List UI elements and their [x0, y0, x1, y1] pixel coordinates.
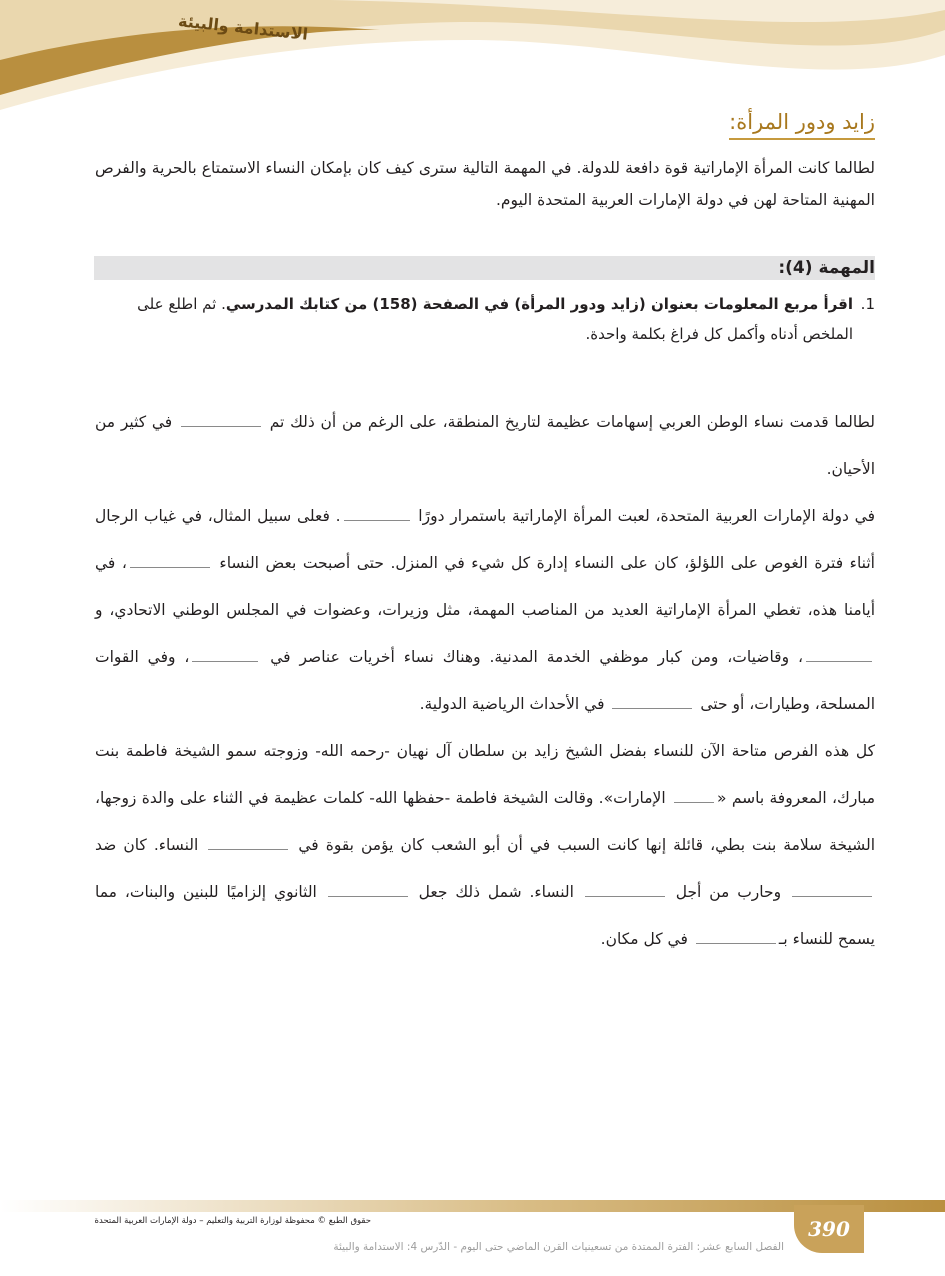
fill-in-passage: [95, 399, 875, 963]
blank-field[interactable]: [344, 506, 410, 521]
page-number-tab: [794, 1205, 864, 1253]
header-decoration: [0, 0, 945, 120]
blank-field[interactable]: [696, 929, 776, 944]
task-header-bar: [94, 256, 875, 280]
blank-field[interactable]: [328, 882, 408, 897]
running-footer: الفصل السابع عشر: الفترة الممتدة من تسعينيات القرن الماضي حتى اليوم - الدّرس 4: الاستدامة والبيئة: [333, 1241, 784, 1253]
instruction-number: 1.: [860, 295, 875, 313]
passage-text: ، في أيامنا هذه، تغطي المرأة الإماراتية العديد من المناصب المهمة، مثل وزيرات، وعضوات في المجلس الوطني الاتحادي، و: [95, 554, 875, 619]
blank-field[interactable]: [806, 647, 872, 662]
blank-field[interactable]: [792, 882, 872, 897]
passage-text: النساء. شمل ذلك جعل: [418, 883, 574, 901]
passage-text: كل هذه الفرص متاحة الآن للنساء بفضل الشيخ زايد بن سلطان آل نهيان -رحمه الله- وزوجته سمو الشيخة فاطمة بنت مبارك، المعروفة باسم «: [95, 742, 876, 807]
passage-text: النساء. كان ضد: [95, 836, 199, 854]
passage-text: ، وفي القوات المسلحة، وطيارات، أو حتى: [95, 648, 875, 713]
blank-field[interactable]: [612, 694, 692, 709]
passage-text: في كل مكان.: [600, 930, 688, 948]
instruction-bold: اقرأ مربع المعلومات بعنوان (زايد ودور المرأة) في الصفحة (158) من كتابك المدرسي: [225, 295, 853, 313]
passage-text: ، وقاضيات، ومن كبار موظفي الخدمة المدنية. وهناك نساء أخريات عناصر في: [270, 648, 803, 666]
blank-field[interactable]: [181, 412, 261, 427]
blank-field[interactable]: [192, 647, 258, 662]
intro-paragraph: لطالما كانت المرأة الإماراتية قوة دافعة للدولة. في المهمة التالية سترى كيف كان بإمكان النساء الاستمتاع بالحرية والفرص المهنية المتاحة لهن في دولة الإمارات العربية المتحدة اليوم.: [95, 159, 875, 209]
passage-text: في دولة الإمارات العربية المتحدة، لعبت المرأة الإماراتية باستمرار دورًا: [418, 507, 875, 525]
passage-text: . فعلى سبيل المثال، في غياب الرجال أثناء فترة الغوص على اللؤلؤ، كان على النساء إدارة كل شيء في المنزل. حتى أصبحت بعض النساء: [95, 507, 875, 572]
passage-text: الثانوي إلزاميًا للبنين والبنات، مما يسمح للنساء بـ: [95, 883, 875, 948]
task-title: المهمة (4):: [778, 258, 875, 278]
blank-field[interactable]: [130, 553, 210, 568]
blank-field[interactable]: [208, 835, 288, 850]
instruction-rest: . ثم اطلع على الملخص أدناه وأكمل كل فراغ بكلمة واحدة.: [137, 295, 853, 343]
passage-text: في الأحداث الرياضية الدولية.: [419, 695, 605, 713]
unit-title: الاستدامة والبيئة: [177, 11, 309, 44]
page-number: 390: [808, 1217, 850, 1241]
passage-text: وحارب من أجل: [675, 883, 782, 901]
blank-field[interactable]: [674, 788, 714, 803]
instruction-body: [95, 289, 853, 349]
copyright-notice: حقوق الطبع © محفوظة لوزارة التربية والتعليم – دولة الإمارات العربية المتحدة: [94, 1216, 371, 1226]
task-instruction: [95, 289, 875, 349]
section-title: زايد ودور المرأة:: [729, 110, 875, 140]
passage-text: الإمارات». وقالت الشيخة فاطمة -حفظها الله- كلمات عظيمة في الثناء على والدة زوجها، الشيخة سلامة بنت بطي، قائلة إنها كانت السبب في أن أبو الشعب كان يؤمن بقوة في: [95, 789, 876, 854]
passage-text: في كثير من الأحيان.: [95, 413, 875, 478]
blank-field[interactable]: [585, 882, 665, 897]
passage-text: لطالما قدمت نساء الوطن العربي إسهامات عظيمة لتاريخ المنطقة، على الرغم من أن ذلك تم: [269, 413, 875, 431]
